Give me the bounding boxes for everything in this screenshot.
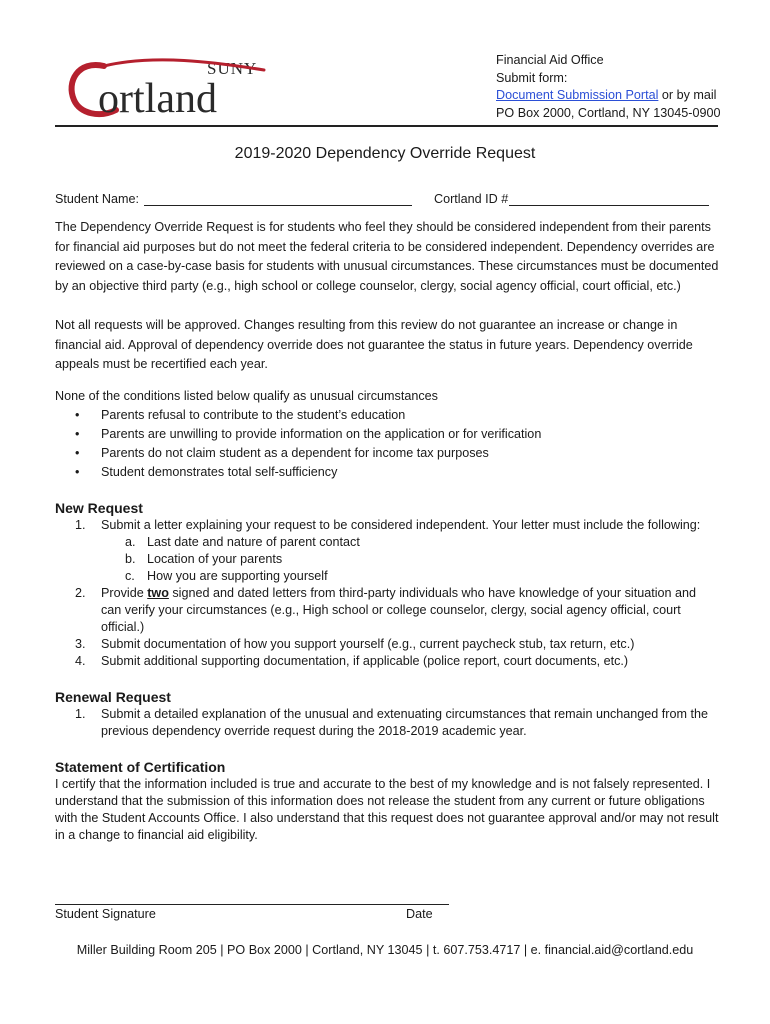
step-number: 1. xyxy=(75,518,86,532)
cortland-id-field[interactable] xyxy=(509,205,709,206)
cortland-id-label: Cortland ID # xyxy=(434,192,509,206)
certification-section xyxy=(55,758,719,844)
step-text-post: signed and dated letters from third-party individuals who have knowledge of your situation and can verify your circumstances (e.g., High school or college counselor, clergy, social agency official, court official.) xyxy=(101,586,697,634)
new-request-section xyxy=(55,499,719,670)
step-text: Submit additional supporting documentation, if applicable (police report, court documents, etc.) xyxy=(101,654,629,668)
suny-cortland-logo xyxy=(64,56,294,120)
sub-text: Last date and nature of parent contact xyxy=(147,535,360,549)
list-item: • Parents refusal to contribute to the student’s education xyxy=(55,406,719,425)
new-request-steps xyxy=(55,517,719,670)
list-item: • Parents are unwilling to provide information on the application or for verification xyxy=(55,425,719,444)
step-text: Submit documentation of how you support yourself (e.g., current paycheck stub, tax return, etc.) xyxy=(101,637,635,651)
list-item xyxy=(55,636,719,653)
list-item xyxy=(55,653,719,670)
student-signature-label: Student Signature xyxy=(55,907,156,921)
logo-ortland-text: ortland xyxy=(98,76,217,120)
renewal-section xyxy=(55,688,719,740)
step-number: 4. xyxy=(75,654,86,668)
student-name-label: Student Name: xyxy=(55,192,140,206)
approval-section xyxy=(55,316,719,375)
sub-letter: b. xyxy=(125,552,136,566)
conditions-section xyxy=(55,387,719,482)
submit-form-label: Submit form: xyxy=(496,70,568,85)
intro-paragraph-1: The Dependency Override Request is for students who feel they should be considered independent from their parents for financial aid purposes but do not meet the federal criteria to be considered independent. Dependency overrides are reviewed on a case-by-case basis for students with unusual circumstances. These circumstances must be documented by an objective third party (e.g., high school or college counselor, clergy, social agency official, court official, etc.) xyxy=(55,220,719,293)
step-number: 2. xyxy=(75,586,86,600)
intro-section xyxy=(55,218,719,296)
list-item: • Student demonstrates total self-sufficiency xyxy=(55,463,719,482)
renewal-heading: Renewal Request xyxy=(55,689,171,705)
list-item xyxy=(55,706,719,740)
signature-line[interactable] xyxy=(55,904,449,905)
conditions-heading: None of the conditions listed below qualify as unusual circumstances xyxy=(55,389,438,403)
step-text: Submit a letter explaining your request to be considered independent. Your letter must include the following: xyxy=(101,518,701,532)
document-submission-portal-link[interactable]: Document Submission Portal xyxy=(496,88,659,102)
sub-letter: c. xyxy=(125,569,135,583)
footer-contact: Miller Building Room 205 | PO Box 2000 | Cortland, NY 13045 | t. 607.753.4717 | e. financial.aid@cortland.edu xyxy=(76,943,694,957)
mailing-address: PO Box 2000, Cortland, NY 13045-0900 xyxy=(496,105,721,120)
step-emphasis: two xyxy=(147,586,169,600)
certification-heading: Statement of Certification xyxy=(55,759,226,775)
conditions-list xyxy=(55,406,719,482)
list-item xyxy=(101,551,719,568)
step-text-pre: Provide xyxy=(101,586,148,600)
new-request-heading: New Request xyxy=(55,500,143,516)
header-divider xyxy=(55,125,718,127)
date-label: Date xyxy=(406,907,433,921)
intro-paragraph-2: Not all requests will be approved. Changes resulting from this review do not guarantee an increase or change in financial aid. Approval of dependency override does not guarantee the status in future years. Dependency override appeals must be recertified each year. xyxy=(55,318,693,371)
list-item xyxy=(55,585,719,636)
letter-requirements xyxy=(101,534,719,585)
submission-line xyxy=(496,87,721,105)
certification-text: I certify that the information included is true and accurate to the best of my knowledge and is not falsely represented. I understand that the submission of this information does not release the student from any current or future obligations with the Student Accounts Office. I also understand that this request does not guarantee approval and/or may not result in a change to financial aid eligibility. xyxy=(55,777,719,842)
office-contact-block xyxy=(496,52,721,122)
sub-text: How you are supporting yourself xyxy=(147,569,328,583)
list-item: • Parents do not claim student as a dependent for income tax purposes xyxy=(55,444,719,463)
logo-suny-text: SUNY xyxy=(207,59,258,78)
list-item xyxy=(101,568,719,585)
renewal-steps xyxy=(55,706,719,740)
step-number: 3. xyxy=(75,637,86,651)
student-name-field[interactable] xyxy=(144,205,412,206)
page-title: 2019-2020 Dependency Override Request xyxy=(234,145,536,162)
step-number: 1. xyxy=(75,707,86,721)
list-item xyxy=(101,534,719,551)
list-item xyxy=(55,517,719,585)
office-name: Financial Aid Office xyxy=(496,53,604,67)
sub-text: Location of your parents xyxy=(147,552,283,566)
step-text: Submit a detailed explanation of the unusual and extenuating circumstances that remain unchanged from the previous dependency override request during the 2018-2019 academic year. xyxy=(101,707,708,738)
by-mail-text: or by mail xyxy=(658,88,717,102)
sub-letter: a. xyxy=(125,535,136,549)
student-info-fields xyxy=(55,191,725,211)
